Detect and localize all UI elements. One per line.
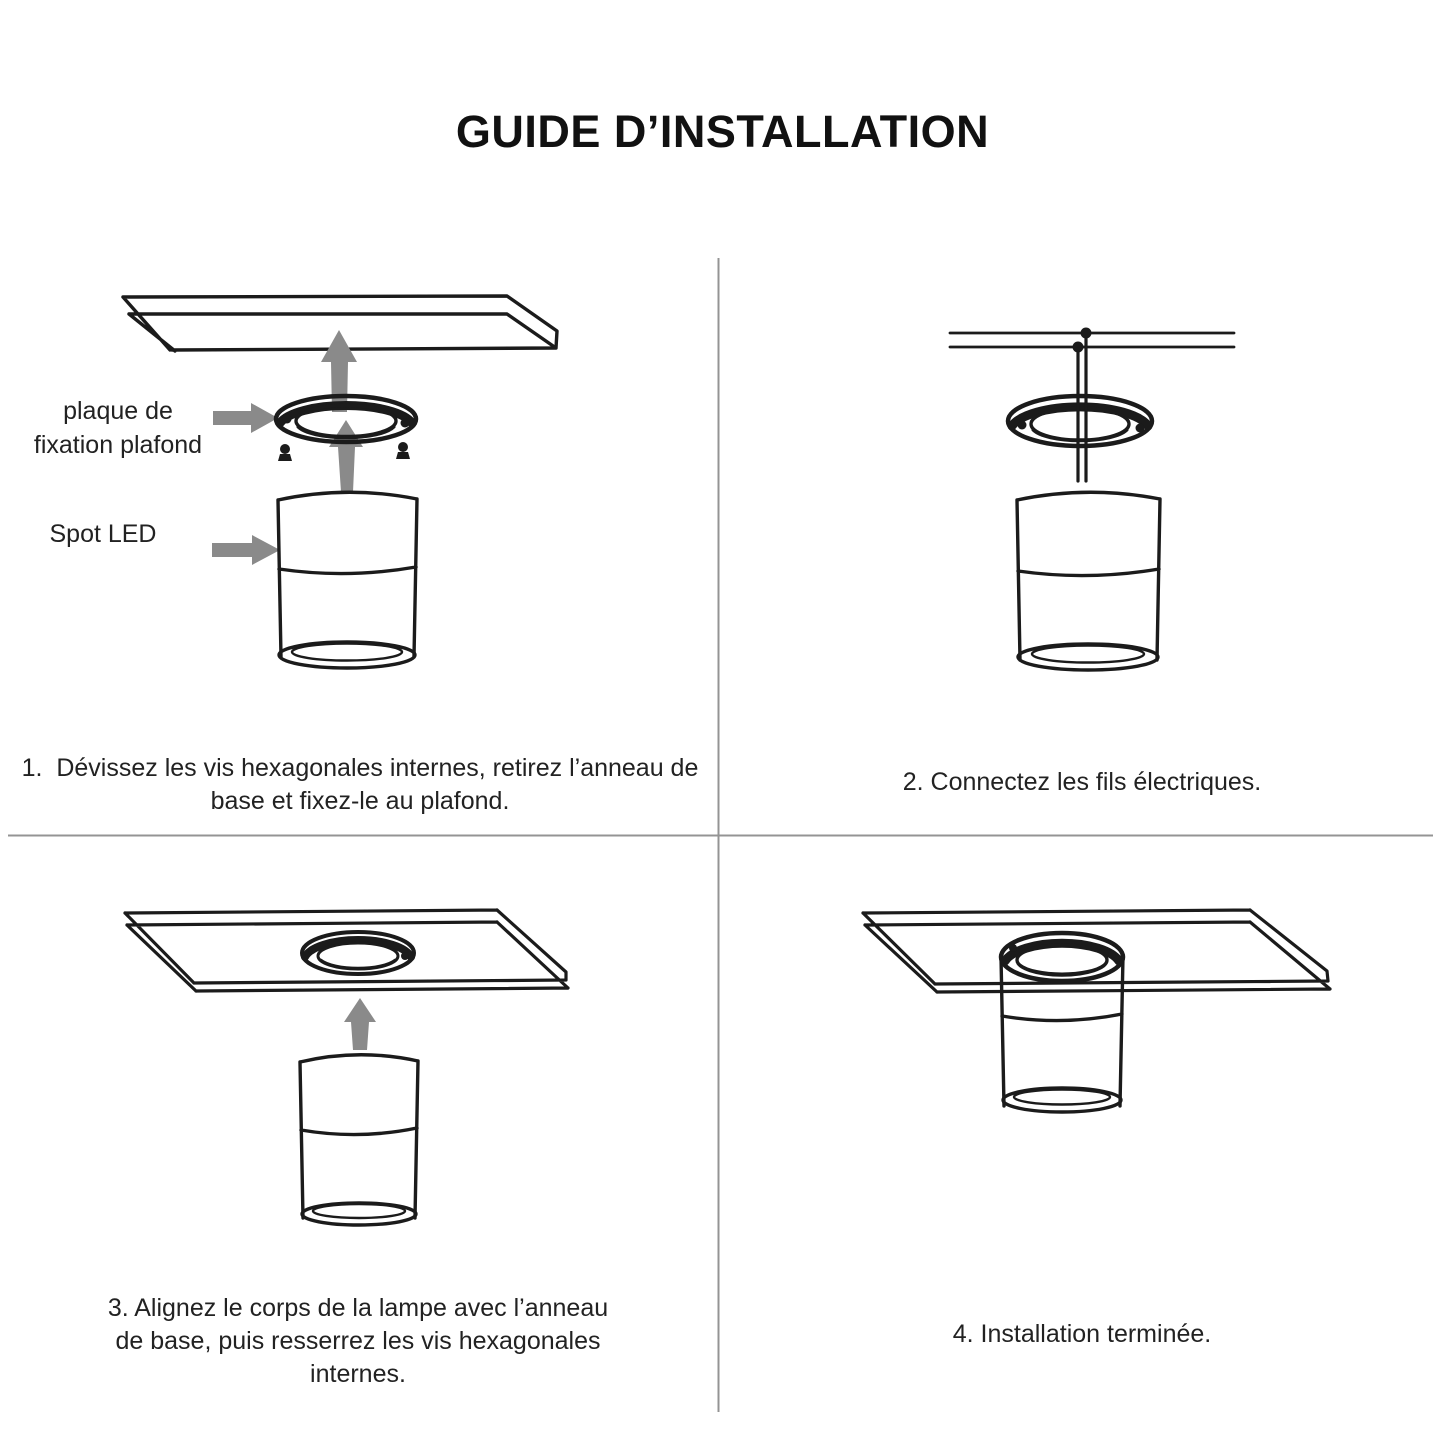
up-arrow-to-ring: [329, 420, 363, 492]
led-spot-cylinder: [300, 1055, 418, 1225]
up-arrow-to-ring: [344, 998, 376, 1050]
screw-hole: [1009, 944, 1017, 952]
label-fixation-plate: [14, 394, 222, 462]
step1-caption: [8, 752, 712, 818]
screw-hole: [283, 415, 292, 424]
screw-icon: [278, 444, 292, 461]
up-arrow-to-ceiling: [321, 330, 357, 412]
step2-caption-line1: 2. Connectez les fils électriques.: [902, 768, 1262, 796]
step3-diagram: [125, 910, 568, 1225]
screw-hole: [308, 946, 316, 954]
pointer-arrow-spot: [212, 535, 280, 565]
step2-caption: [732, 766, 1432, 799]
step4-diagram: [863, 910, 1330, 1112]
step3-caption: [5, 1292, 711, 1391]
step3-caption-line3: internes.: [310, 1360, 406, 1388]
led-spot-cylinder: [1017, 492, 1160, 670]
screw-icon: [396, 442, 410, 459]
step4-caption-line1: 4. Installation terminée.: [952, 1320, 1212, 1348]
wire-connection-dot: [1073, 342, 1084, 353]
step3-caption-line2: de base, puis resserrez les vis hexagonales: [115, 1327, 601, 1355]
label-fixation-plate-line1: plaque de: [63, 397, 173, 425]
screw-hole: [401, 419, 410, 428]
label-spot-led: Spot LED: [49, 520, 157, 548]
pointer-arrow-plate: [213, 403, 278, 433]
mounting-ring: [1008, 396, 1152, 446]
ceiling-panel: [125, 910, 568, 991]
step4-caption: [732, 1318, 1432, 1351]
screw-hole: [401, 952, 409, 960]
led-spot-cylinder: [278, 492, 417, 668]
step1-diagram: [123, 296, 557, 668]
step1-caption-line1: 1. Dévissez les vis hexagonales internes, retirez l’anneau de: [21, 754, 699, 782]
screw-hole: [1108, 950, 1116, 958]
mounting-ring: [1001, 933, 1123, 981]
label-fixation-plate-line2: fixation plafond: [33, 431, 203, 459]
wire-connection-dot: [1081, 328, 1092, 339]
page-title: GUIDE D’INSTALLATION: [455, 106, 990, 157]
ceiling-cross-section: [950, 333, 1234, 347]
mounting-ring: [276, 396, 416, 442]
screw-hole: [1018, 421, 1027, 430]
step3-caption-line1: 3. Alignez le corps de la lampe avec l’anneau: [107, 1294, 609, 1322]
step2-diagram: [950, 328, 1234, 671]
screw-hole: [1136, 424, 1145, 433]
mounting-ring: [302, 932, 414, 974]
step1-caption-line2: base et fixez-le au plafond.: [210, 787, 510, 815]
